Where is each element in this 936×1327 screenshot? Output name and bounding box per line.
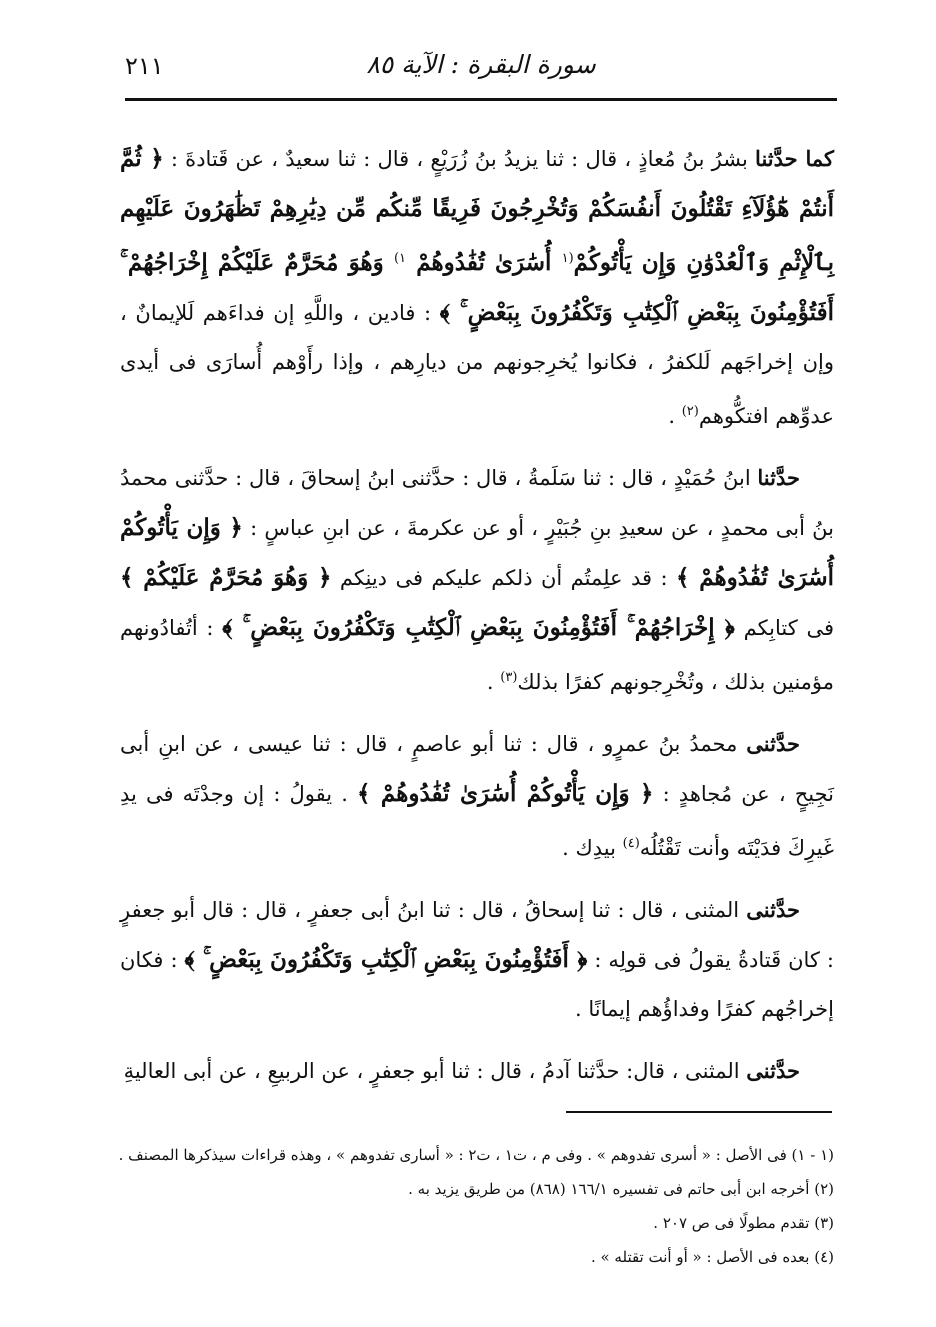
narration-lead: حدَّثنى [746, 1058, 800, 1083]
narration-text: فى كتابِكم [734, 616, 835, 640]
quran-verse: ﴿ إِخْرَاجُهُمْ ۚ أَفَتُؤْمِنُونَ بِبَعْضِ ٱلْكِتَٰبِ وَتَكْفُرُونَ بِبَعْضٍ ۚ ﴾ [222, 614, 735, 641]
narration-text: : فكان إخراجُهم كفرًا وفداؤُهم إيمانًا . [120, 948, 834, 1021]
narration-text: : أتُفادُونهم مؤمنين بذلك ، وتُخْرِجونهم كفرًا بذلك [120, 616, 834, 694]
narration-lead: حدَّثنى [746, 731, 800, 756]
footnote-ref-2: (٢) [681, 404, 699, 419]
footnote-1: (١ - ١) فى الأصل : « أسرى تفدوهم » . وفى م ، ت١ ، ت٢ : « أسارى تفدوهم » ، وهذه قراءات سيذكرها المصنف . [118, 1146, 834, 1164]
narration-lead: حدَّثنا [757, 465, 800, 490]
footnote-ref-3: (٣) [500, 670, 518, 685]
paragraph-2 [120, 453, 834, 707]
narration-text: بشرُ بنُ مُعاذٍ ، قال : ثنا يزيدُ بنُ زُرَيْعٍ ، قال : ثنا سعيدٌ ، عن قَتادةَ : [163, 147, 756, 171]
quran-verse: ﴿ وَإِن يَأْتُوكُمْ أُسَٰرَىٰ تُفَٰدُوهُمْ ﴾ [120, 514, 834, 591]
quran-verse: ﴿ أَفَتُؤْمِنُونَ بِبَعْضِ ٱلْكِتَٰبِ وَتَكْفُرُونَ بِبَعْضٍ ۚ ﴾ [184, 946, 588, 973]
narration-text: المثنى ، قال : ثنا إسحاقُ ، قال : ثنا ابنُ أبى جعفرٍ ، قال : قال أبو جعفرٍ : كان قَتادةُ يقولُ فى قولِه : [120, 898, 834, 972]
main-text [120, 134, 834, 1108]
page-number: ٢١١ [125, 52, 164, 80]
paragraph-1 [120, 134, 834, 441]
narration-text: بيدِك . [562, 836, 623, 860]
narration-text: . [486, 670, 501, 694]
page-header [125, 48, 837, 94]
narration-lead: حدَّثنى [746, 897, 800, 922]
footnote-ref-4: (٤) [622, 836, 640, 851]
footnote-4: (٤) بعده فى الأصل : « أو أنت تقتله » . [590, 1248, 834, 1266]
quran-verse: ﴿ وَهُوَ مُحَرَّمٌ عَلَيْكُمْ ﴾ [120, 564, 332, 591]
footnotes [120, 1138, 834, 1274]
header-rule [125, 98, 837, 101]
narration-lead: كما حدَّثنا [755, 146, 834, 171]
paragraph-3 [120, 719, 834, 873]
narration-text: : قد علِمتُم أن ذلكم عليكم فى دينِكم [331, 566, 676, 590]
running-title: سورة البقرة : الآية ٨٥ [366, 50, 596, 79]
footnote-ref-1-open: (١ [561, 251, 574, 266]
narration-text: . [668, 404, 682, 428]
narration-text: . يقولُ : إن وجدْتَه فى يدِ غَيرِكَ فدَيْتَه وأنت تَقْتُلُه [120, 782, 834, 860]
paragraph-4 [120, 885, 834, 1034]
footnote-rule [566, 1111, 832, 1113]
narration-text: ابنُ حُمَيْدٍ ، قال : ثنا سَلَمةُ ، قال : حدَّثنى ابنُ إسحاقَ ، قال : حدَّثنى محمدُ بنُ أبى محمدٍ ، عن سعيدِ بنِ جُبَيْرٍ ، أو عن عكرمةَ ، عن ابنِ عباسٍ : [120, 466, 835, 540]
quran-verse: ﴿ وَإِن يَأْتُوكُمْ أُسَٰرَىٰ تُفَٰدُوهُمْ ﴾ [357, 780, 654, 807]
paragraph-5 [120, 1046, 834, 1096]
narration-text: : فادين ، واللَّهِ إن فداءَهم لَلإيمانٌ ، وإن إخراجَهم لَلكفرُ ، فكانوا يُخرِجونهم من ديارِهم ، وإذا رأَوْهم أُسارَى فى أيدى عدوِّهم افتكُّوهم [120, 301, 834, 428]
footnote-ref-1-close: ١) [393, 251, 407, 266]
footnote-3: (٣) تقدم مطولًا فى ص ٢٠٧ . [653, 1214, 834, 1232]
narration-text: محمدُ بنُ عمرٍو ، قال : ثنا أبو عاصمٍ ، قال : ثنا عيسى ، عن ابنِ أبى نَجِيحٍ ، عن مُجاهدٍ : [120, 732, 834, 806]
narration-text: المثنى ، قال: حدَّثنا آدمُ ، قال : ثنا أبو جعفرٍ ، عن الربيعِ ، عن أبى العاليةِ [123, 1059, 747, 1083]
quran-verse: أُسَٰرَىٰ تُفَٰدُوهُمْ [406, 249, 562, 276]
quran-verse: وَهُوَ مُحَرَّمٌ عَلَيْكُمْ إِخْرَاجُهُمْ ۚ أَفَتُؤْمِنُونَ بِبَعْضِ ٱلْكِتَٰبِ وَتَكْفُرُونَ بِبَعْضٍ ۚ ﴾ [120, 249, 834, 326]
quran-verse: ﴿ ثُمَّ أَنتُمْ هَٰٓؤُلَآءِ تَقْتُلُونَ أَنفُسَكُمْ وَتُخْرِجُونَ فَرِيقًا مِّنكُم مِّن دِيَٰرِهِمْ تَظَٰهَرُونَ عَلَيْهِم بِٱلْإِثْمِ وَٱلْعُدْوَٰنِ وَإِن يَأْتُوكُمْ [120, 145, 834, 276]
footnote-2: (٢) أخرجه ابن أبى حاتم فى تفسيره ١٦٦/١ (٨٦٨) من طريق يزيد به . [408, 1180, 834, 1198]
